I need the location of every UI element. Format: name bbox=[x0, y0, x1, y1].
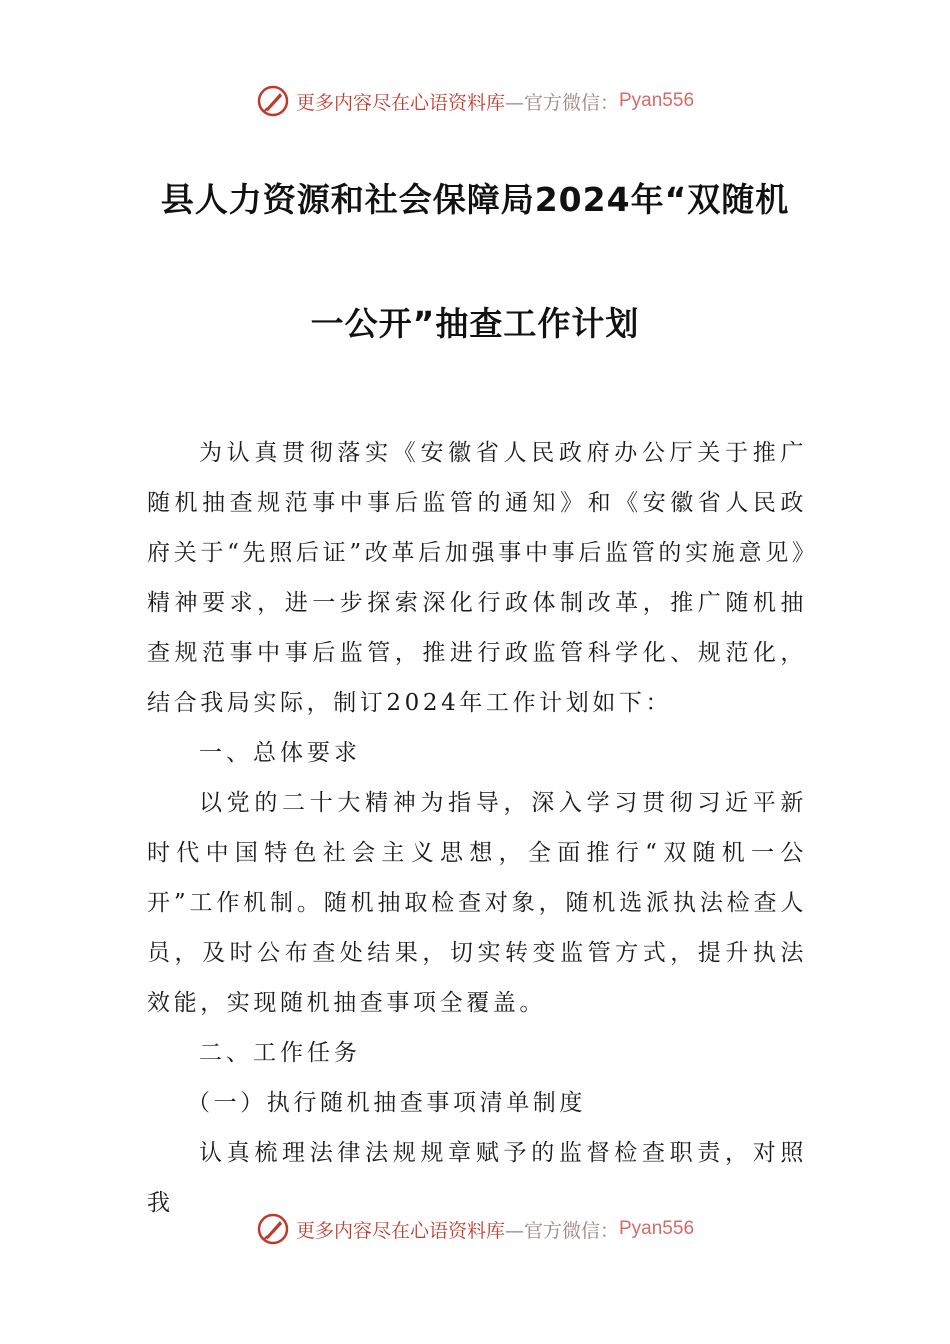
watermark-handle: Pyan556 bbox=[619, 1218, 695, 1239]
section-heading: 一、总体要求 bbox=[199, 740, 361, 766]
watermark-brand: 更多内容尽在心语资料库 bbox=[295, 91, 505, 114]
section-heading: 二、工作任务 bbox=[199, 1040, 361, 1066]
watermark-official: —官方微信： bbox=[504, 91, 619, 114]
quill-logo-icon bbox=[256, 1212, 290, 1246]
watermark-bottom bbox=[0, 1212, 950, 1246]
document-title-line-2: 一公开”抽查工作计划 bbox=[310, 304, 640, 343]
document-body bbox=[147, 428, 807, 1228]
subsection-heading: （一）执行随机抽查事项清单制度 bbox=[187, 1090, 586, 1116]
watermark-brand: 更多内容尽在心语资料库 bbox=[295, 1219, 505, 1242]
body-paragraph: 以党的二十大精神为指导，深入学习贯彻习近平新时代中国特色社会主义思想，全面推行“双随机一公开”工作机制。随机抽取检查对象，随机选派执法检查人员，及时公布查处结果，切实转变监管方式，提升执法效能，实现随机抽查事项全覆盖。 bbox=[147, 790, 807, 1016]
watermark-official: —官方微信： bbox=[504, 1219, 619, 1242]
watermark-top bbox=[0, 84, 950, 118]
body-paragraph: 为认真贯彻落实《安徽省人民政府办公厅关于推广随机抽查规范事中事后监管的通知》和《安徽省人民政府关于“先照后证”改革后加强事中事后监管的实施意见》精神要求，进一步探索深化行政体制改革，推广随机抽查规范事中事后监管，推进行政监管科学化、规范化，结合我局实际，制订2024年工作计划如下： bbox=[147, 440, 807, 716]
quill-logo-icon bbox=[256, 84, 290, 118]
watermark-handle: Pyan556 bbox=[619, 90, 695, 111]
body-paragraph: 认真梳理法律法规规章赋予的监督检查职责，对照我 bbox=[147, 1140, 807, 1216]
document-title-line-1: 县人力资源和社会保障局2024年“双随机 bbox=[160, 180, 790, 219]
